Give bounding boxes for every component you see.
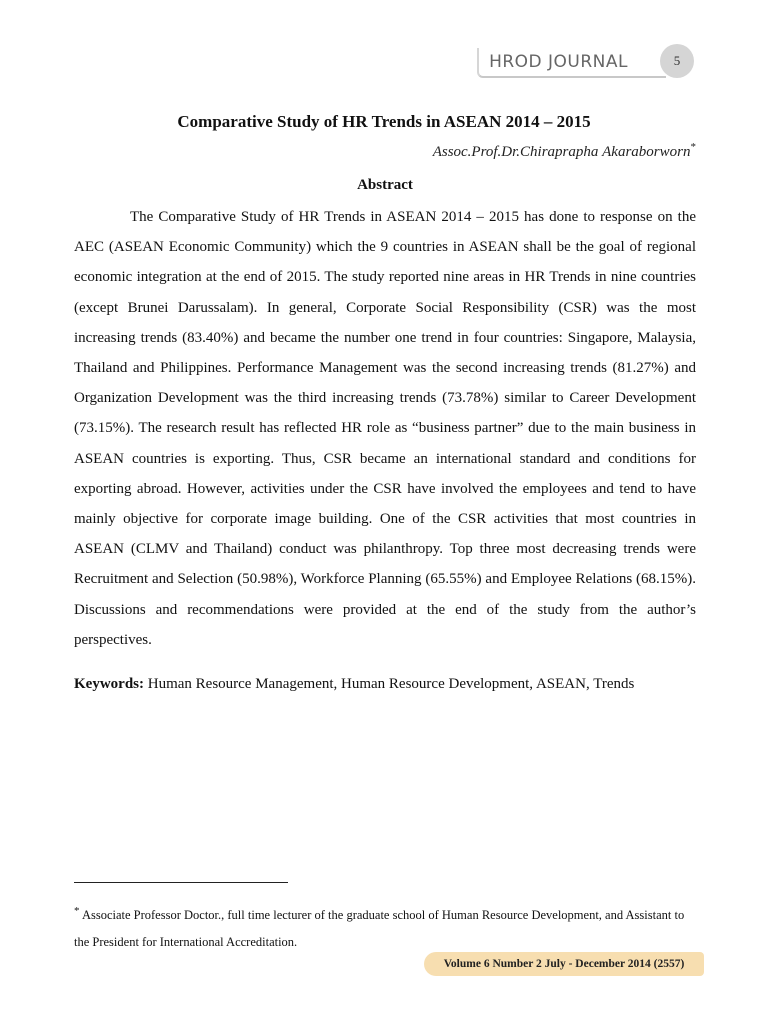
- abstract-body: The Comparative Study of HR Trends in ASEAN 2014 – 2015 has done to response on the AEC (ASEAN Economic Community) which the 9 countries in ASEAN shall be the goal of regional economic integration at the end of 2015. The study reported nine areas in HR Trends in nine countries (except Brunei Darussalam). In general, Corporate Social Responsibility (CSR) was the most increasing trends (83.40%) and became the number one trend in four countries: Singapore, Malaysia, Thailand and Philippines. Performance Management was the second increasing trends (81.27%) and Organization Development was the third increasing trends (73.78%) similar to Career Development (73.15%). The research result has reflected HR role as “business partner” due to the main business in ASEAN countries is exporting. Thus, CSR became an international standard and conditions for exporting abroad. However, activities under the CSR have involved the employees and tend to have mainly objective for corporate image building. One of the CSR activities that most countries in ASEAN (CLMV and Thailand) conduct was philanthropy. Top three most decreasing trends were Recruitment and Selection (50.98%), Workforce Planning (65.55%) and Employee Relations (68.15%). Discussions and recommendations were provided at the end of the study from the author’s perspectives.: [74, 209, 696, 648]
- abstract-heading: Abstract: [357, 177, 413, 193]
- author-name: Assoc.Prof.Dr.Chirapraphа Akaraborworn: [432, 144, 691, 160]
- author-line: [433, 141, 696, 161]
- volume-badge: Volume 6 Number 2 July - December 2014 (2557): [424, 952, 704, 976]
- keywords-label: Keywords:: [74, 676, 144, 692]
- keywords-list: Human Resource Management, Human Resource Development, ASEAN, Trends: [147, 676, 635, 692]
- footnote-divider: [74, 882, 288, 883]
- footnote-text: Associate Professor Doctor., full time lecturer of the graduate school of Human Resource Development, and Assistant to the President for International Accreditation.: [74, 908, 685, 950]
- footnote-mark: *: [74, 905, 80, 917]
- footnote: [74, 898, 696, 956]
- paper-title: Comparative Study of HR Trends in ASEAN 2014 – 2015: [177, 112, 591, 131]
- page-number-badge: 5: [660, 44, 694, 78]
- journal-name: HROD JOURNAL: [477, 48, 666, 78]
- keywords-line: [74, 676, 696, 693]
- author-footnote-mark: *: [690, 141, 696, 153]
